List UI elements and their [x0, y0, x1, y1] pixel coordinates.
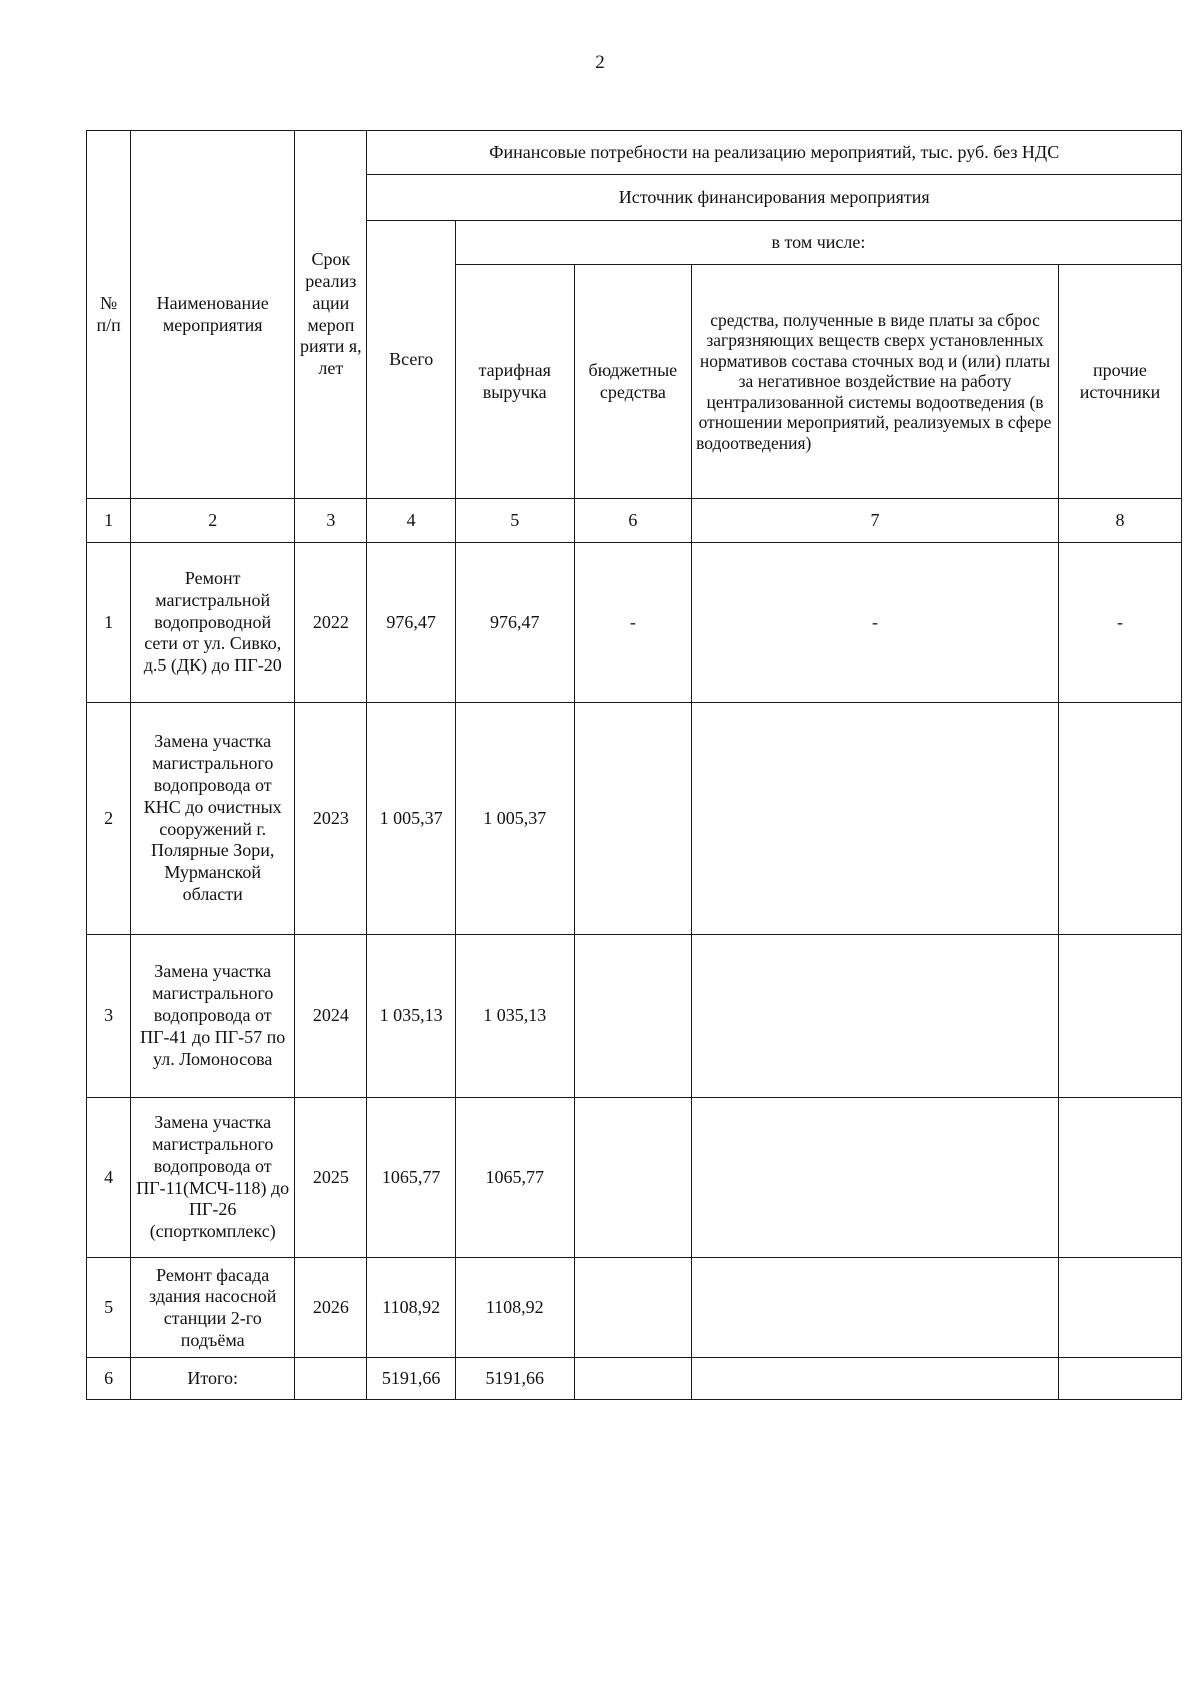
row-num: 5 [87, 1258, 131, 1358]
column-number: 3 [295, 499, 367, 543]
row-tariff: 1108,92 [455, 1258, 574, 1358]
row-total: 1 005,37 [367, 703, 455, 935]
row-budget [574, 1258, 692, 1358]
row-year: 2025 [295, 1098, 367, 1258]
row-name-text: Ремонт фасада здания насосной станции 2-го подъёма [149, 1264, 277, 1351]
row-tariff: 1 035,13 [455, 935, 574, 1098]
row-num: 6 [87, 1358, 131, 1400]
header-financial-needs: Финансовые потребности на реализацию мероприятий, тыс. руб. без НДС [367, 131, 1182, 175]
table-row [87, 703, 1182, 935]
row-fees [692, 1098, 1059, 1258]
row-budget [574, 1358, 692, 1400]
row-total: 5191,66 [367, 1358, 455, 1400]
row-year: 2024 [295, 935, 367, 1098]
row-budget [574, 703, 692, 935]
column-number: 2 [131, 499, 295, 543]
table-row [87, 1258, 1182, 1358]
financing-table [86, 130, 1182, 1400]
header-num: № п/п [87, 131, 131, 499]
header-fees: средства, полученные в виде платы за сброс загрязняющих веществ сверх установленных нормативов состава сточных вод и (или) платы за негативное воздействие на работу централизованной системы водоотведения (в отношении мероприятий, реализуемых в сфере водоотведения) [692, 265, 1059, 499]
row-total: 976,47 [367, 543, 455, 703]
row-name: Замена участка магистрального водопровода от КНС до очистных сооружений г. Полярные Зори, Мурманской области [131, 703, 295, 935]
column-number: 6 [574, 499, 692, 543]
table-row [87, 543, 1182, 703]
table-row [87, 1098, 1182, 1258]
row-fees [692, 1358, 1059, 1400]
header-funding-source: Источник финансирования мероприятия [367, 175, 1182, 221]
row-year [295, 1358, 367, 1400]
row-name: Итого: [131, 1358, 295, 1400]
row-num: 2 [87, 703, 131, 935]
column-number: 5 [455, 499, 574, 543]
row-fees [692, 1258, 1059, 1358]
header-tariff: тарифная выручка [455, 265, 574, 499]
row-other: - [1058, 543, 1181, 703]
header-term: Срок реализ ации мероп рияти я, лет [295, 131, 367, 499]
row-num: 3 [87, 935, 131, 1098]
row-name [131, 1258, 295, 1358]
row-num: 4 [87, 1098, 131, 1258]
page-number: 2 [595, 52, 605, 73]
row-num: 1 [87, 543, 131, 703]
row-tariff: 1065,77 [455, 1098, 574, 1258]
row-total: 1065,77 [367, 1098, 455, 1258]
row-fees: - [692, 543, 1059, 703]
row-total: 1 035,13 [367, 935, 455, 1098]
total-row [87, 1358, 1182, 1400]
header-total: Всего [367, 221, 455, 499]
row-name: Замена участка магистрального водопровода от ПГ-11(МСЧ-118) до ПГ-26 (спорткомплекс) [131, 1098, 295, 1258]
row-other [1058, 1358, 1181, 1400]
row-other [1058, 703, 1181, 935]
header-including: в том числе: [455, 221, 1181, 265]
row-budget: - [574, 543, 692, 703]
row-tariff: 1 005,37 [455, 703, 574, 935]
row-budget [574, 1098, 692, 1258]
row-budget [574, 935, 692, 1098]
row-name: Ремонт магистральной водопроводной сети от ул. Сивко, д.5 (ДК) до ПГ-20 [131, 543, 295, 703]
row-other [1058, 935, 1181, 1098]
column-number: 7 [692, 499, 1059, 543]
row-total: 1108,92 [367, 1258, 455, 1358]
table-row [87, 935, 1182, 1098]
row-year: 2026 [295, 1258, 367, 1358]
row-other [1058, 1098, 1181, 1258]
row-fees [692, 935, 1059, 1098]
header-budget: бюджетные средства [574, 265, 692, 499]
column-number: 8 [1058, 499, 1181, 543]
row-tariff: 5191,66 [455, 1358, 574, 1400]
column-numbers-row [87, 499, 1182, 543]
row-other [1058, 1258, 1181, 1358]
column-number: 1 [87, 499, 131, 543]
row-year: 2022 [295, 543, 367, 703]
row-year: 2023 [295, 703, 367, 935]
header-name: Наименование мероприятия [131, 131, 295, 499]
row-name: Замена участка магистрального водопровода от ПГ-41 до ПГ-57 по ул. Ломоносова [131, 935, 295, 1098]
row-fees [692, 703, 1059, 935]
row-tariff: 976,47 [455, 543, 574, 703]
column-number: 4 [367, 499, 455, 543]
header-other: прочие источники [1058, 265, 1181, 499]
